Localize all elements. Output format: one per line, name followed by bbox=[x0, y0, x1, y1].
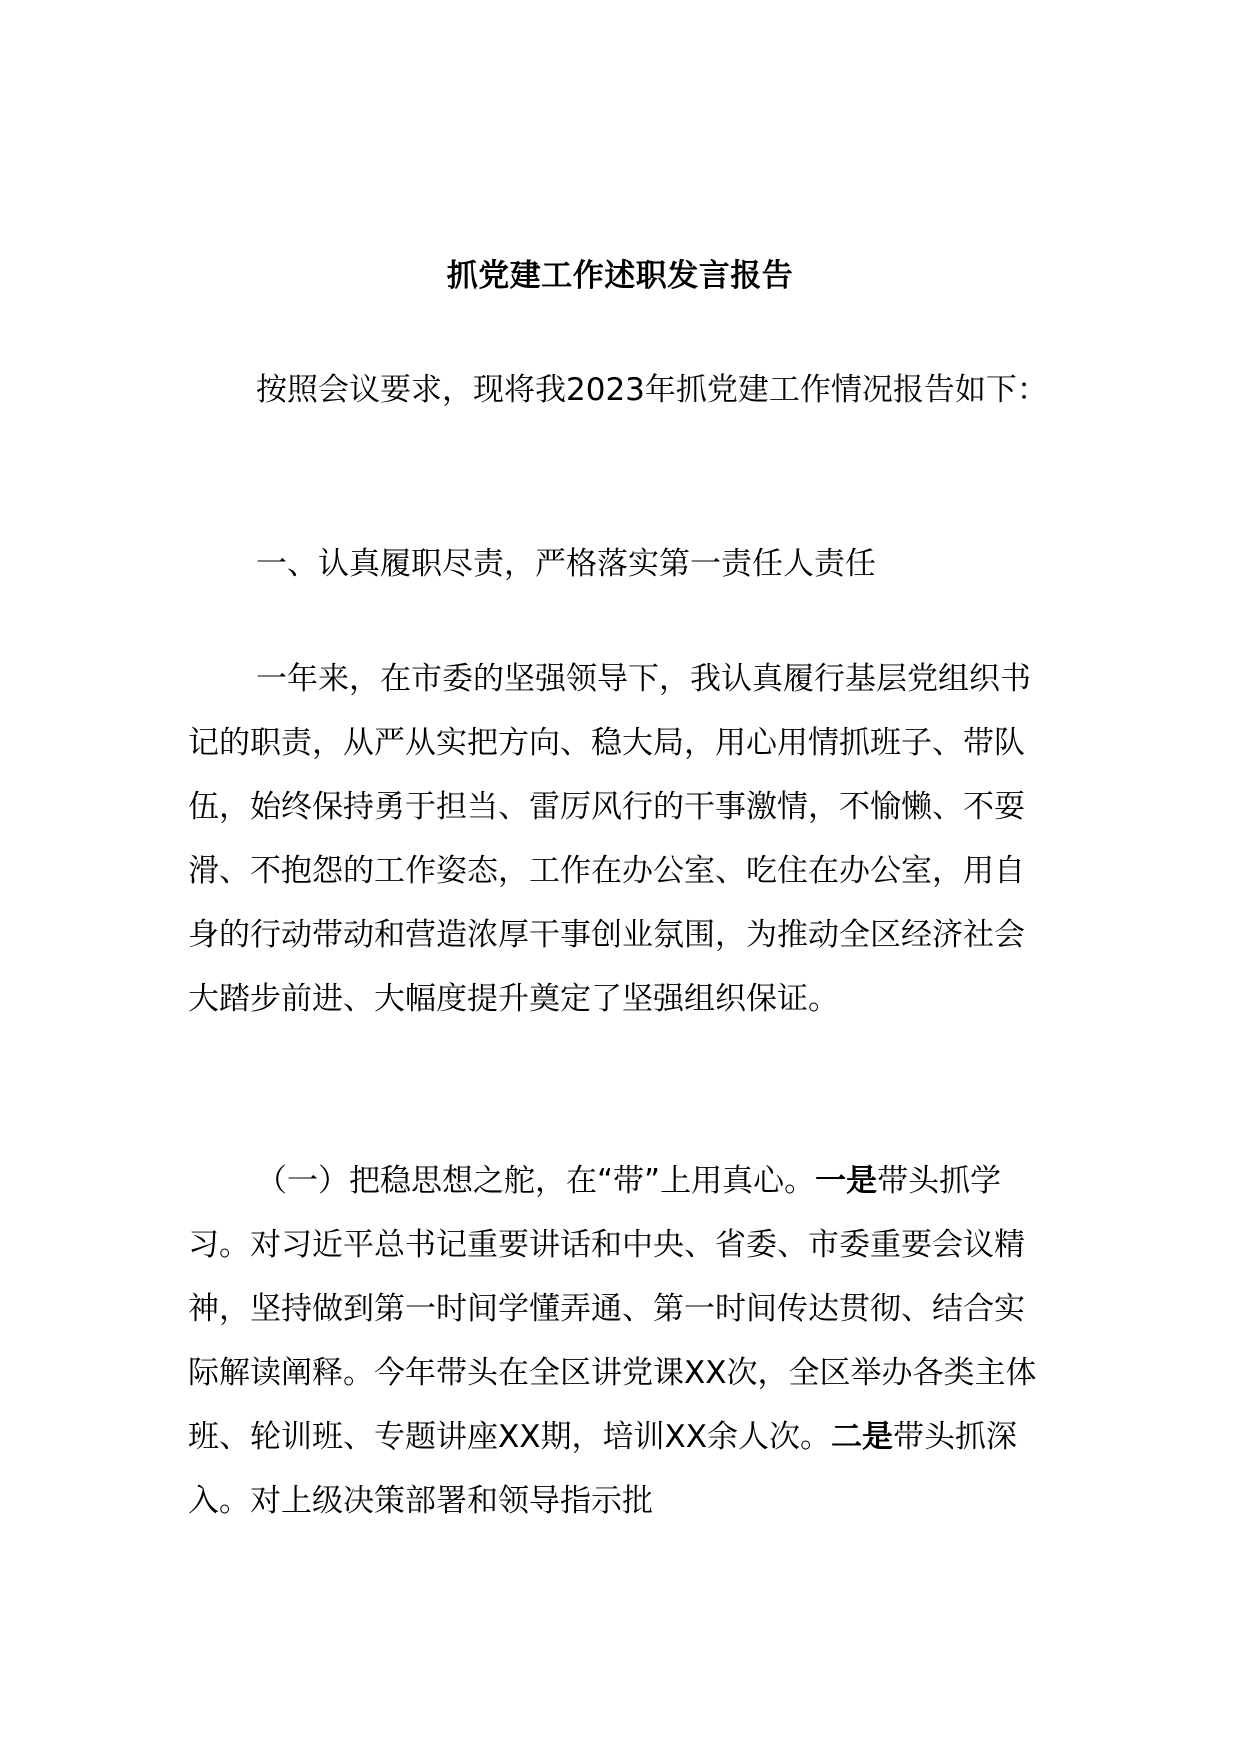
document-title: 抓党建工作述职发言报告 bbox=[446, 258, 794, 294]
subsection-paragraph bbox=[188, 1149, 1050, 1533]
intro-paragraph: 按照会议要求，现将我2023年抓党建工作情况报告如下： bbox=[256, 372, 1048, 408]
section-heading: 一、认真履职尽责，严格落实第一责任人责任 bbox=[256, 546, 876, 582]
point-one-text: 带头抓学习。对习近平总书记重要讲话和中央、省委、市委重要会议精神，坚持做到第一时间学懂弄通、第一时间传达贯彻、结合实际解读阐释。今年带头在全区讲党课XX次，全区举办各类主体班、轮训班、专题讲座XX期，培训XX余人次。 bbox=[188, 1163, 1037, 1455]
point-two-text: 带头抓深入。对上级决策部署和领导指示批 bbox=[188, 1419, 1017, 1519]
section-body-paragraph: 一年来，在市委的坚强领导下，我认真履行基层党组织书记的职责，从严从实把方向、稳大局，用心用情抓班子、带队伍，始终保持勇于担当、雷厉风行的干事激情，不愉懒、不耍滑、不抱怨的工作姿态，工作在办公室、吃住在办公室，用自身的行动带动和营造浓厚干事创业氛围，为推动全区经济社会大踏步前进、大幅度提升奠定了坚强组织保证。 bbox=[188, 661, 1031, 1017]
point-one-label: 一是 bbox=[815, 1163, 878, 1199]
point-two-label: 二是 bbox=[830, 1419, 893, 1455]
subsection-lead: （一）把稳思想之舵，在“带”上用真心。 bbox=[256, 1163, 816, 1199]
